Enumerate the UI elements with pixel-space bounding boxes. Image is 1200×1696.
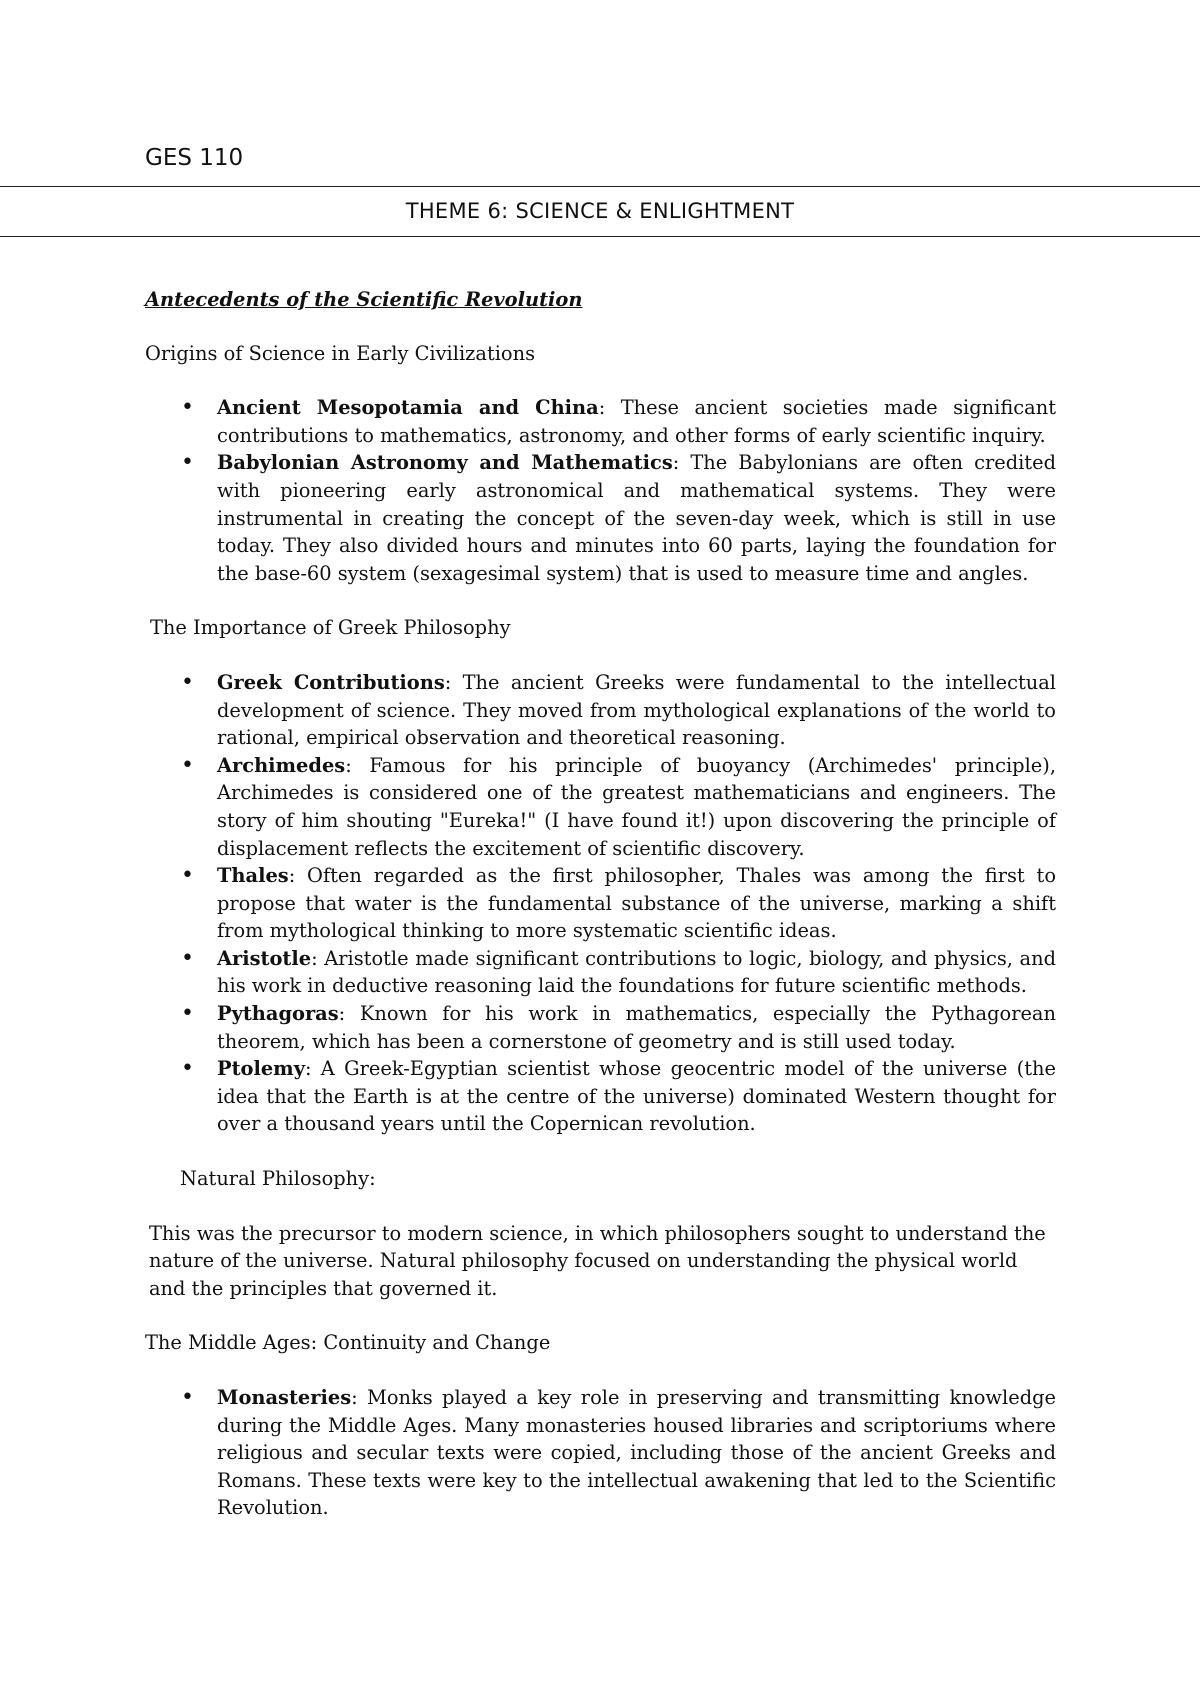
greek-heading: The Importance of Greek Philosophy xyxy=(150,616,511,640)
header-rule-top xyxy=(0,186,1200,187)
list-item-term: Ancient Mesopotamia and China xyxy=(217,396,599,420)
list-item xyxy=(217,394,1056,449)
list-item xyxy=(217,862,1056,945)
list-item xyxy=(217,1384,1056,1522)
theme-title: THEME 6: SCIENCE & ENLIGHTMENT xyxy=(405,199,795,223)
course-code: GES 110 xyxy=(145,145,244,171)
list-item-text: : The ancient Greeks were fundamental to the intellectual development of science. They moved from mythological explanations of the world to rational, empirical observation and theoretical reasoning. xyxy=(217,670,1056,750)
list-item-text: : Monks played a key role in preserving and transmitting knowledge during the Middle Ages. Many monasteries housed libraries and scriptoriums where religious and secular texts were copied, including those of the ancient Greeks and Romans. These texts were key to the intellectual awakening that led to the Scientific Revolution. xyxy=(217,1386,1056,1520)
list-item xyxy=(217,669,1056,752)
middle-ages-list xyxy=(145,1384,1056,1522)
list-item xyxy=(217,752,1056,862)
section-title: Antecedents of the Scientific Revolution xyxy=(145,288,583,311)
document-body xyxy=(145,286,1056,1549)
list-item-text: : These ancient societies made significant contributions to mathematics, astronomy, and other forms of early scientific inquiry. xyxy=(217,396,1056,447)
list-item-term: Babylonian Astronomy and Mathematics xyxy=(217,451,673,475)
list-item xyxy=(217,1055,1056,1138)
list-item-text: : Famous for his principle of buoyancy (Archimedes' principle), Archimedes is considered one of the greatest mathematicians and engineers. The story of him shouting "Eureka!" (I have found it!) upon discovering the principle of displacement reflects the excitement of scientific discovery. xyxy=(217,753,1056,860)
list-item-term: Thales xyxy=(217,864,289,888)
natural-philosophy-heading: Natural Philosophy: xyxy=(180,1167,376,1191)
greek-list xyxy=(145,669,1056,1138)
list-item xyxy=(217,1000,1056,1055)
list-item xyxy=(217,449,1056,587)
list-item xyxy=(217,945,1056,1000)
list-item-text: : The Babylonians are often credited with pioneering early astronomical and mathematical systems. They were instrumental in creating the concept of the seven-day week, which is still in use today. They also divided hours and minutes into 60 parts, laying the foundation for the base-60 system (sexagesimal system) that is used to measure time and angles. xyxy=(217,451,1056,585)
natural-philosophy-paragraph: This was the precursor to modern science, in which philosophers sought to understand the nature of the universe. Natural philosophy focused on understanding the physical world and the principles that governed it. xyxy=(149,1221,1046,1300)
list-item-term: Aristotle xyxy=(217,946,312,970)
list-item-text: : Aristotle made significant contributions to logic, biology, and physics, and his work in deductive reasoning laid the foundations for future scientific methods. xyxy=(217,946,1056,998)
list-item-term: Monasteries xyxy=(217,1386,352,1409)
list-item-text: : A Greek-Egyptian scientist whose geocentric model of the universe (the idea that the Earth is at the centre of the universe) dominated Western thought for over a thousand years until the Copernican revolution. xyxy=(217,1057,1056,1136)
origins-heading: Origins of Science in Early Civilizations xyxy=(145,341,536,365)
origins-list xyxy=(145,394,1056,587)
middle-ages-heading: The Middle Ages: Continuity and Change xyxy=(145,1331,551,1355)
list-item-text: : Often regarded as the first philosopher, Thales was among the first to propose that water is the fundamental substance of the universe, marking a shift from mythological thinking to more systematic scientific ideas. xyxy=(217,864,1056,943)
list-item-term: Pythagoras xyxy=(217,1002,339,1026)
header-rule-bottom xyxy=(0,236,1200,237)
list-item-term: Greek Contributions xyxy=(217,670,445,694)
list-item-term: Archimedes xyxy=(217,753,346,777)
list-item-term: Ptolemy xyxy=(217,1057,305,1081)
list-item-text: : Known for his work in mathematics, especially the Pythagorean theorem, which has been a cornerstone of geometry and is still used today. xyxy=(217,1002,1056,1053)
